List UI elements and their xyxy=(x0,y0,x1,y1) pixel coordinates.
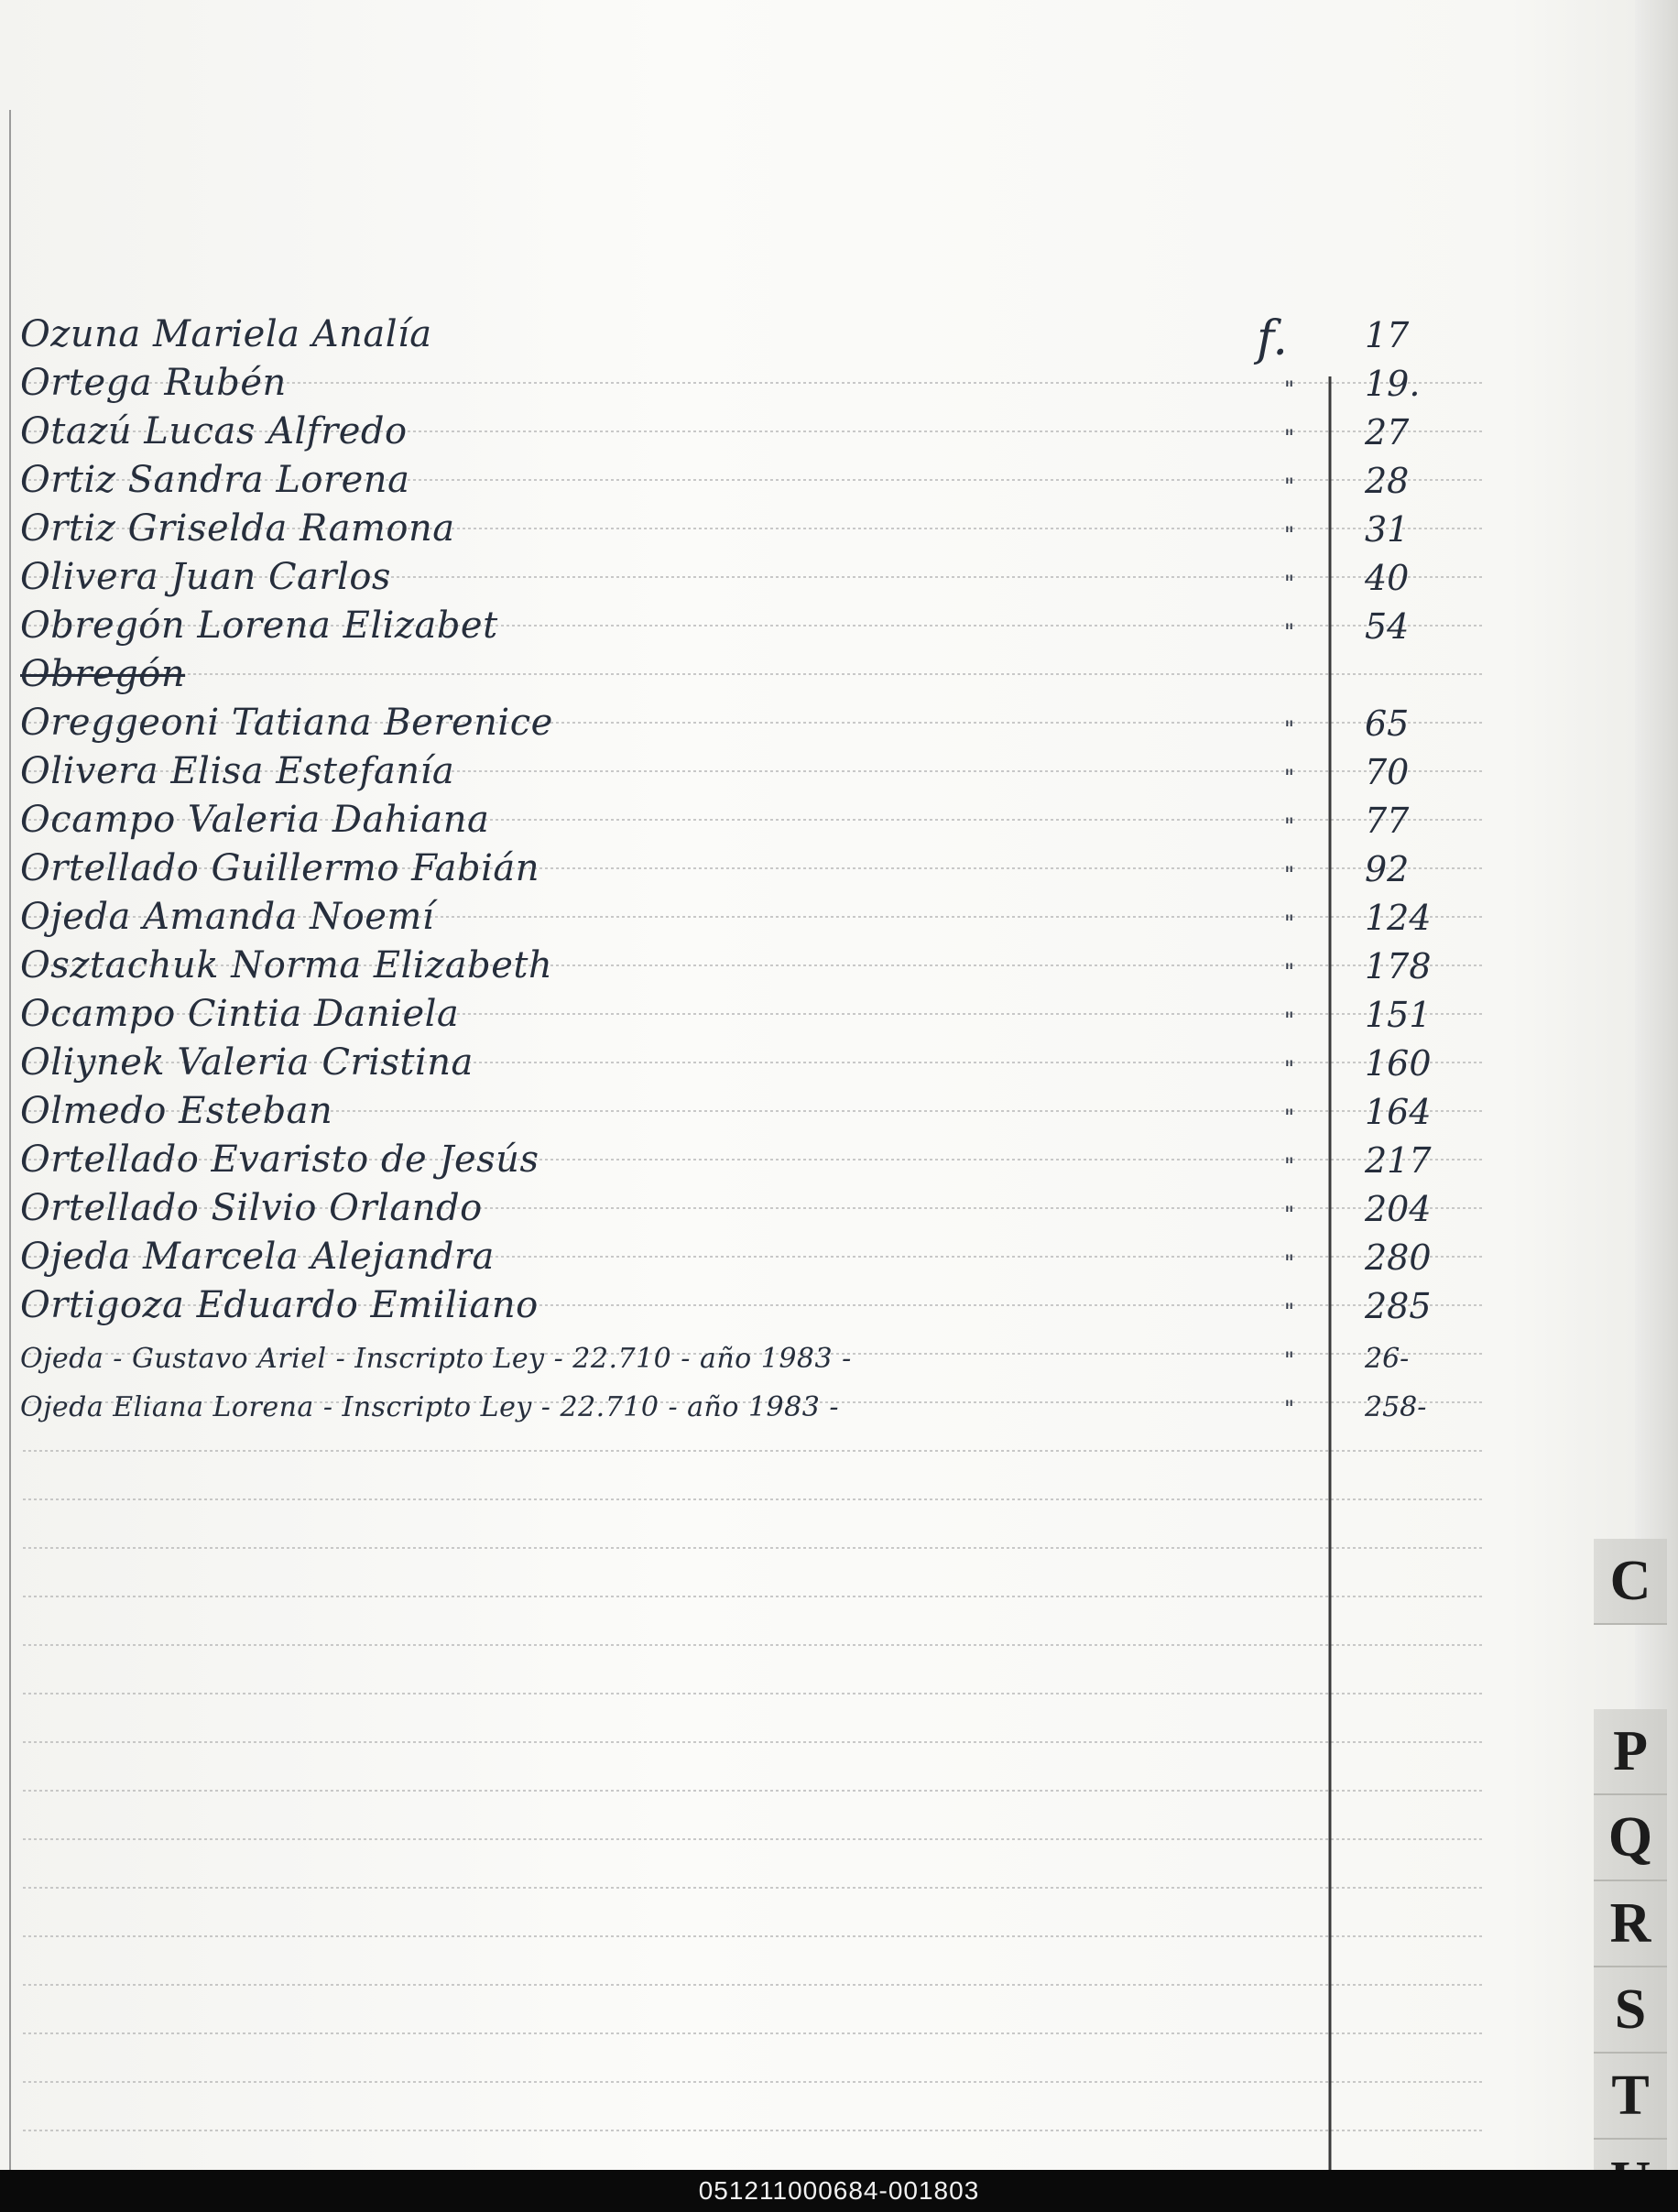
entry-ditto-mark: " xyxy=(1284,1056,1295,1082)
ledger-entry xyxy=(20,748,1467,796)
ledger-entry xyxy=(20,1040,1467,1087)
index-tab[interactable]: S xyxy=(1594,1967,1667,2054)
entry-name: Ortellado Silvio Orlando xyxy=(20,1187,483,1229)
ledger-entry xyxy=(20,894,1467,942)
left-margin-line xyxy=(9,110,11,2171)
ledger-entry xyxy=(20,1331,1467,1378)
entry-ditto-mark: " xyxy=(1284,1202,1295,1227)
ledger-entry xyxy=(20,991,1467,1039)
entry-folio: 285 xyxy=(1365,1286,1432,1326)
ledger-entry xyxy=(20,845,1467,893)
entry-name: Olivera Elisa Estefanía xyxy=(20,750,455,792)
entry-name: Oliynek Valeria Cristina xyxy=(20,1041,474,1084)
entry-folio: 280 xyxy=(1365,1237,1432,1278)
entry-ditto-mark: " xyxy=(1284,1299,1295,1324)
entry-ditto-mark: " xyxy=(1284,765,1295,790)
entry-name: Ortega Rubén xyxy=(20,362,287,404)
ledger-entry xyxy=(20,1234,1467,1281)
index-tab[interactable]: R xyxy=(1594,1881,1667,1967)
ledger-entry xyxy=(20,651,1467,699)
entry-ditto-mark: " xyxy=(1284,1153,1295,1179)
entry-folio: 17 xyxy=(1365,315,1410,355)
entry-folio: 70 xyxy=(1365,752,1410,792)
entry-folio: 77 xyxy=(1365,801,1410,841)
ledger-entry xyxy=(20,1185,1467,1233)
entry-folio: 27 xyxy=(1365,412,1410,452)
footer-bar xyxy=(0,2170,1678,2212)
entry-ditto-mark: " xyxy=(1284,376,1295,402)
entry-name: Obregón Lorena Elizabet xyxy=(20,605,498,647)
entry-ditto-mark: " xyxy=(1284,1008,1295,1033)
entry-ditto-mark: " xyxy=(1284,862,1295,888)
index-tabs xyxy=(1594,1539,1667,2212)
entry-folio: 19. xyxy=(1365,364,1421,404)
entry-folio: 31 xyxy=(1365,509,1410,550)
ledger-entry xyxy=(20,700,1467,747)
entry-folio: 65 xyxy=(1365,703,1410,744)
entry-folio: 217 xyxy=(1365,1140,1432,1181)
entry-name: Ortellado Guillermo Fabián xyxy=(20,847,540,889)
ledger-entry xyxy=(20,603,1467,650)
entry-ditto-mark: " xyxy=(1284,716,1295,742)
ledger-entry xyxy=(20,1379,1467,1427)
ledger-entry xyxy=(20,1137,1467,1184)
ledger-entry xyxy=(20,506,1467,553)
entry-folio: 160 xyxy=(1365,1043,1432,1084)
entry-folio: 178 xyxy=(1365,946,1432,986)
ledger-entry xyxy=(20,797,1467,844)
entry-ditto-mark: " xyxy=(1284,522,1295,548)
entry-folio: 40 xyxy=(1365,558,1410,598)
entry-folio: 54 xyxy=(1365,606,1410,647)
entry-ditto-mark: " xyxy=(1284,571,1295,596)
ledger-entry xyxy=(20,554,1467,602)
entry-name: Osztachuk Norma Elizabeth xyxy=(20,944,553,986)
entry-name: Ortellado Evaristo de Jesús xyxy=(20,1139,539,1181)
entry-name: Oreggeoni Tatiana Berenice xyxy=(20,702,553,744)
entry-folio: 258- xyxy=(1365,1391,1427,1423)
ledger-entry xyxy=(20,943,1467,990)
entry-ditto-mark: " xyxy=(1284,959,1295,985)
entry-ditto-mark: " xyxy=(1284,1250,1295,1276)
entry-name: Ojeda Amanda Noemí xyxy=(20,896,435,938)
entry-folio: 92 xyxy=(1365,849,1410,889)
entry-folio: 28 xyxy=(1365,461,1410,501)
entry-name: Ocampo Valeria Dahiana xyxy=(20,799,490,841)
entry-ditto-mark: " xyxy=(1284,474,1295,499)
entry-name: Ojeda - Gustavo Ariel - Inscripto Ley - 22.710 - año 1983 - xyxy=(20,1343,852,1375)
entry-name: Ortigoza Eduardo Emiliano xyxy=(20,1284,539,1326)
entry-folio: 26- xyxy=(1365,1343,1410,1375)
document-id: 051211000684-001803 xyxy=(698,2176,980,2205)
entry-folio: 151 xyxy=(1365,995,1432,1035)
entry-name: Ortiz Sandra Lorena xyxy=(20,459,410,501)
ledger-entry xyxy=(20,360,1467,408)
entry-ditto-mark: " xyxy=(1284,813,1295,839)
index-tab[interactable]: C xyxy=(1594,1539,1667,1625)
ledger-entry xyxy=(20,457,1467,505)
entry-name: Ojeda Marcela Alejandra xyxy=(20,1236,495,1278)
entry-folio: 164 xyxy=(1365,1092,1432,1132)
ledger-entry xyxy=(20,1282,1467,1330)
entry-name: Olivera Juan Carlos xyxy=(20,556,391,598)
ledger-entry xyxy=(20,311,1467,359)
entry-name: Ocampo Cintia Daniela xyxy=(20,993,460,1035)
index-tab[interactable]: T xyxy=(1594,2054,1667,2140)
entry-name: Ozuna Mariela Analía xyxy=(20,313,432,355)
entry-ditto-mark: " xyxy=(1284,910,1295,936)
ledger-entry xyxy=(20,1088,1467,1136)
index-tab[interactable] xyxy=(1594,1625,1667,1709)
entry-ditto-mark: " xyxy=(1284,425,1295,451)
entry-folio: 204 xyxy=(1365,1189,1432,1229)
index-tab[interactable]: P xyxy=(1594,1709,1667,1795)
entry-name: Obregón xyxy=(20,653,186,695)
entry-folio: 124 xyxy=(1365,898,1432,938)
folio-marker: f. xyxy=(1257,311,1288,366)
entry-name: Ojeda Eliana Lorena - Inscripto Ley - 22.710 - año 1983 - xyxy=(20,1391,839,1423)
entry-ditto-mark: " xyxy=(1284,1396,1295,1422)
entry-ditto-mark: " xyxy=(1284,1347,1295,1373)
entry-name: Olmedo Esteban xyxy=(20,1090,333,1132)
entry-name: Ortiz Griselda Ramona xyxy=(20,507,455,550)
entry-name: Otazú Lucas Alfredo xyxy=(20,410,408,452)
ledger-entry xyxy=(20,409,1467,456)
index-tab[interactable]: Q xyxy=(1594,1795,1667,1881)
entry-ditto-mark: " xyxy=(1284,1105,1295,1130)
entry-ditto-mark: " xyxy=(1284,619,1295,645)
